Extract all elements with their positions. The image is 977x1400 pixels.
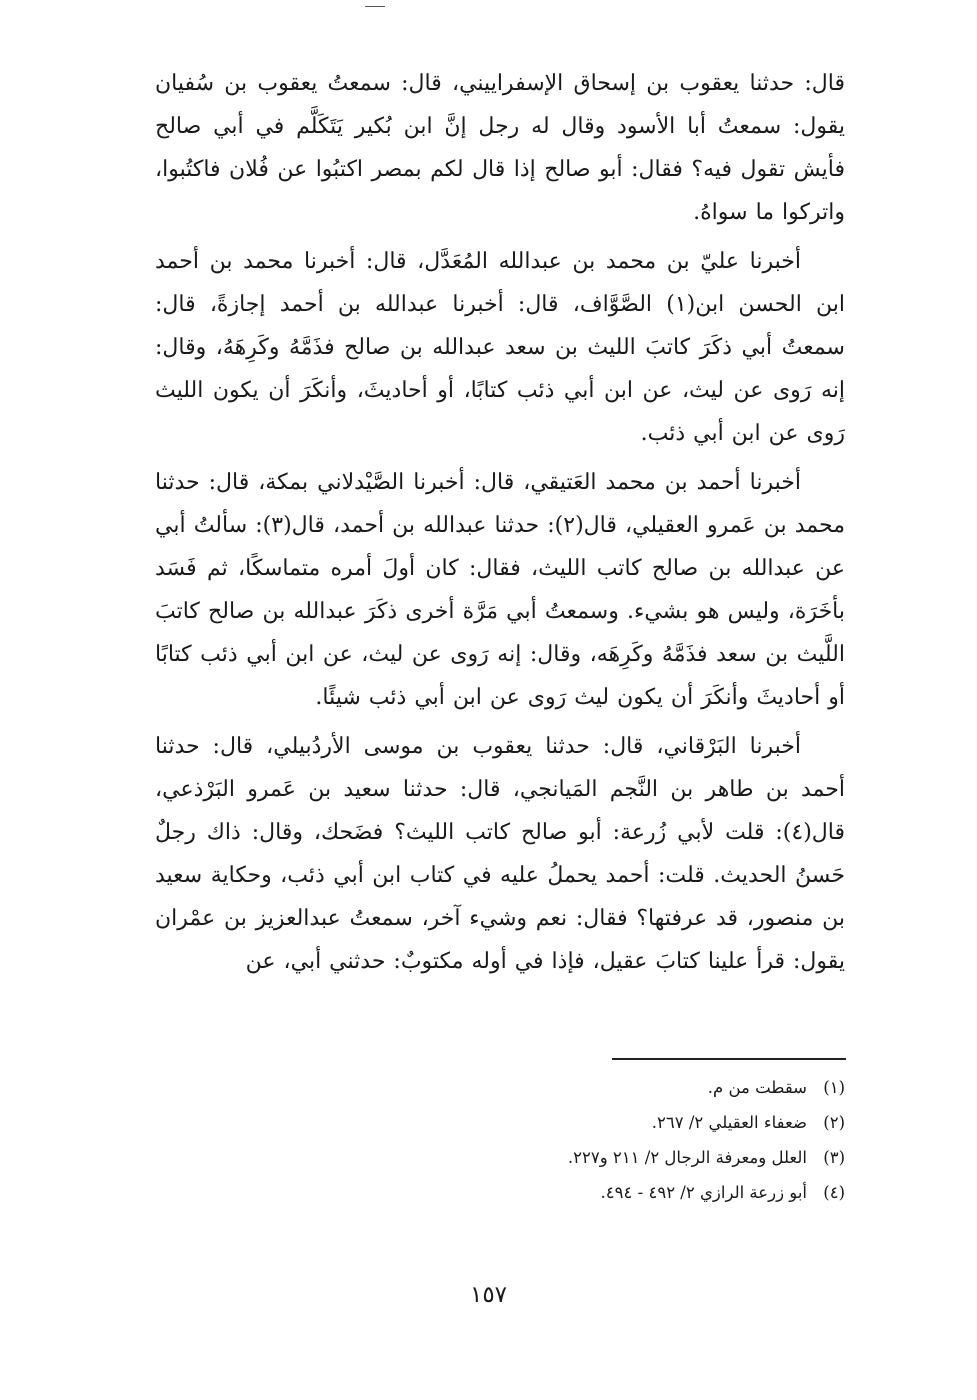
footnote-3 <box>155 1140 845 1175</box>
footnote-text: العلل ومعرفة الرجال ٢/ ٢١١ و٢٢٧. <box>567 1148 807 1167</box>
footnotes <box>155 1070 845 1210</box>
main-text <box>155 62 845 989</box>
footnote-number: (٤) <box>823 1183 845 1202</box>
footnote-4 <box>155 1175 845 1210</box>
paragraph-1: قال: حدثنا يعقوب بن إسحاق الإسفراييني، قال: سمعتُ يعقوب بن سُفيان يقول: سمعتُ أبا الأسود وقال له رجل إنَّ ابن بُكير يَتَكَلَّم في أبي صالح فأيش تقول فيه؟ فقال: أبو صالح إذا قال لكم بمصر اكتبُوا عن فُلان فاكتُبوا، واتركوا ما سواهُ. <box>155 71 845 225</box>
footnote-divider <box>612 1058 846 1060</box>
footnote-1 <box>155 1070 845 1105</box>
footnote-number: (٣) <box>823 1148 845 1167</box>
page-number: ١٥٧ <box>469 1282 508 1308</box>
footnote-2 <box>155 1105 845 1140</box>
footnote-text: ضعفاء العقيلي ٢/ ٢٦٧. <box>651 1113 807 1132</box>
footnote-number: (٢) <box>823 1113 845 1132</box>
footnote-number: (١) <box>823 1078 845 1097</box>
paragraph-3: أخبرنا أحمد بن محمد العَتيقي، قال: أخبرنا الصَّيْدلاني بمكة، قال: حدثنا محمد بن عَمرو العقيلي، قال(٢): حدثنا عبدالله بن أحمد، قال(٣): سألتُ أبي عن عبدالله بن صالح كاتب الليث، فقال: كان أولَ أمره متماسكًا، ثم فَسَد بأخَرَة، وليس هو بشيء. وسمعتُ أبي مَرَّة أخرى ذكَرَ عبدالله بن صالح كاتبَ اللَّيث بن سعد فذَمَّهُ وكَرِهَه، وقال: إنه رَوى عن ليث، عن ابن أبي ذئب كتابًا أو أحاديثَ وأنكَرَ أن يكون ليث رَوى عن ابن أبي ذئب شيئًا. <box>155 470 845 710</box>
paragraph-2: أخبرنا عليّ بن محمد بن عبدالله المُعَدَّل، قال: أخبرنا محمد بن أحمد ابن الحسن ابن(١) الصَّوَّاف، قال: أخبرنا عبدالله بن أحمد إجازةً، قال: سمعتُ أبي ذكَرَ كاتبَ الليث بن سعد عبدالله بن صالح فذَمَّهُ وكَرِهَهُ، وقال: إنه رَوى عن ليث، عن ابن أبي ذئب كتابًا، أو أحاديثَ، وأنكَرَ أن يكون الليث رَوى عن ابن أبي ذئب. <box>155 249 845 446</box>
footnote-text: سقطت من م. <box>707 1078 807 1097</box>
top-margin-mark <box>365 6 385 7</box>
paragraph-4: أخبرنا البَرْقاني، قال: حدثنا يعقوب بن موسى الأردُبيلي، قال: حدثنا أحمد بن طاهر بن النَّجم المَيانجي، قال: حدثنا سعيد بن عَمرو البَرْذعي، قال(٤): قلت لأبي زُرعة: أبو صالح كاتب الليث؟ فضَحك، وقال: ذاك رجلٌ حَسنُ الحديث. قلت: أحمد يحملُ عليه في كتاب ابن أبي ذئب، وحكاية سعيد بن منصور، قد عرفتها؟ فقال: نعم وشيء آخر، سمعتُ عبدالعزيز بن عمْران يقول: قرأ علينا كتابَ عقيل، فإذا في أوله مكتوبٌ: حدثني أبي، عن <box>155 734 845 974</box>
footnote-text: أبو زرعة الرازي ٢/ ٤٩٢ - ٤٩٤. <box>600 1183 807 1202</box>
